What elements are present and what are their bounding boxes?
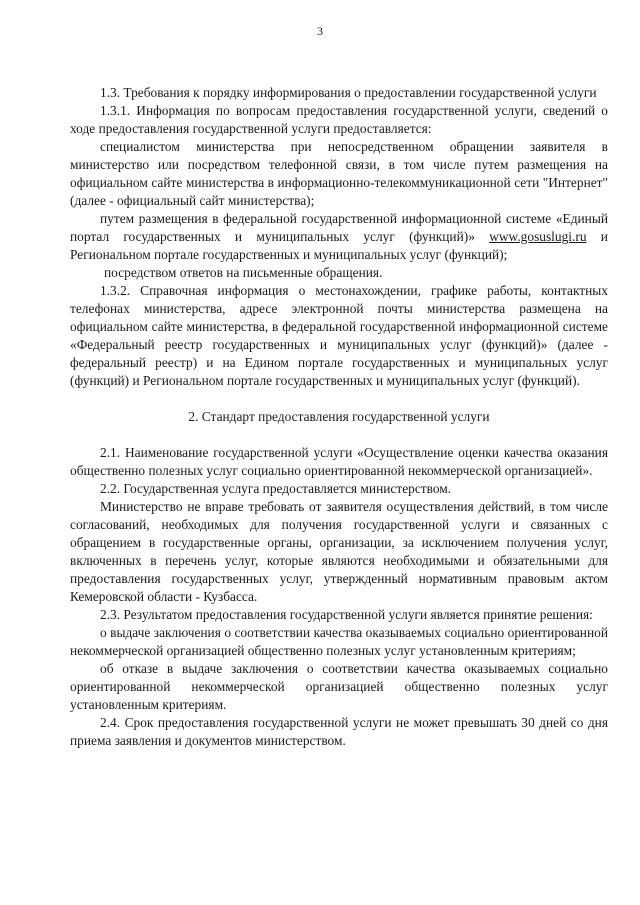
section-2-heading: 2. Стандарт предоставления государственной услуги <box>188 409 490 424</box>
paragraph-1-3-1: 1.3.1. Информация по вопросам предоставления государственной услуги, сведений о ходе предоставления государственной услуги предоставляется: <box>70 103 608 136</box>
paragraph-2-2-restrictions: Министерство не вправе требовать от заявителя осуществления действий, в том числе согласований, необходимых для получения государственной услуги и связанных с обращением в государственные органы, организации, за исключением получения услуг, включенных в перечень услуг, которые являются необходимыми и обязательными для предоставления государственных услуг, утвержденный нормативным правовым актом Кемеровской области - Кузбасса. <box>70 499 608 604</box>
result-refuse-conclusion: об отказе в выдаче заключения о соответствии качества оказываемых социально ориентированной некоммерческой организацией общественно полезных услуг установленным критериям. <box>70 661 608 712</box>
gosuslugi-link[interactable]: www.gosuslugi.ru <box>489 229 587 244</box>
paragraph-2-4: 2.4. Срок предоставления государственной услуги не может превышать 30 дней со дня приема заявления и документов министерством. <box>70 715 608 748</box>
portal-text-before: путем размещения в федеральной государственной информационной системе «Единый портал государственных и муниципальных услуг (функций)» <box>70 211 608 244</box>
info-channel-portal <box>70 210 608 264</box>
section-1-3-title: 1.3. Требования к порядку информирования о предоставлении государственной услуги <box>100 85 597 100</box>
paragraph-2-2: 2.2. Государственная услуга предоставляется министерством. <box>100 481 452 496</box>
paragraph-2-3: 2.3. Результатом предоставления государственной услуги является принятие решения: <box>100 607 593 622</box>
page-number: 3 <box>317 24 323 38</box>
page-content <box>70 84 608 750</box>
paragraph-1-3-2: 1.3.2. Справочная информация о местонахождении, графике работы, контактных телефонах министерства, адресе электронной почты министерства размещена на официальном сайте министерства, в федеральной государственной информационной системе «Федеральный реестр государственных и муниципальных услуг (функций)» (далее - федеральный реестр) и на Едином портале государственных и муниципальных услуг (функций) и Региональном портале государственных и муниципальных услуг (функций). <box>70 283 608 388</box>
result-issue-conclusion: о выдаче заключения о соответствии качества оказываемых социально ориентированной некоммерческой организацией общественно полезных услуг установленным критериям; <box>70 625 608 658</box>
info-channel-specialist: специалистом министерства при непосредственном обращении заявителя в министерство или посредством телефонной связи, в том числе путем размещения на официальном сайте министерства в информационно-телекоммуникационной сети "Интернет" (далее - официальный сайт министерства); <box>70 139 608 208</box>
info-channel-written: посредством ответов на письменные обращения. <box>104 265 383 280</box>
paragraph-2-1: 2.1. Наименование государственной услуги «Осуществление оценки качества оказания общественно полезных услуг социально ориентированной некоммерческой организацией». <box>70 445 608 478</box>
portal-text-after: и Региональном портале государственных и муниципальных услуг (функций); <box>70 229 608 262</box>
